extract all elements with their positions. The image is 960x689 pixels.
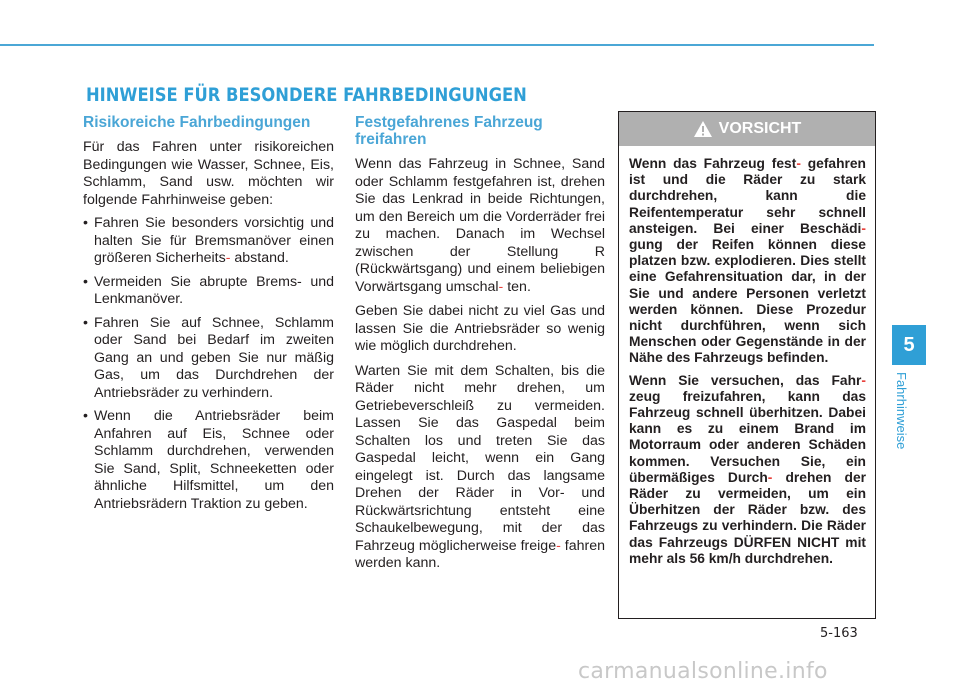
caution-box [618, 111, 876, 619]
column-stuck-vehicle [355, 114, 605, 580]
page-number: 5-163 [820, 626, 858, 641]
warning-triangle-icon [693, 120, 713, 138]
column-risky-conditions [83, 114, 334, 519]
chapter-number-tab: 5 [892, 325, 926, 365]
list-item: • Fahren Sie besonders vorsichtig und halten Sie für Bremsmanöver einen größeren Sicherheits- abstand. [83, 215, 334, 268]
list-item: • Wenn die Antriebsräder beim Anfahren auf Eis, Schnee oder Schlamm durchdrehen, verwenden Sie Sand, Split, Schneeketten oder ähnliche Hilfsmittel, um den Antriebsrädern Traktion zu geben. [83, 408, 334, 513]
top-rule [0, 44, 874, 46]
heading-risky-conditions: Risikoreiche Fahrbedingungen [83, 114, 311, 131]
tips-list [83, 215, 334, 513]
caution-paragraph: Wenn das Fahrzeug fest- gefahren ist und die Räder zu stark durchdrehen, kann die Reifentemperatur sehr schnell ansteigen. Bei einer Beschädi- gung der Reifen können diese platzen bzw. explodieren. Dies stellt eine Gefahrensituation dar, in der Sie und andere Personen verletzt werden können. Diese Prozedur nicht durchführen, wenn sich Menschen oder Gegenstände in der Nähe des Fahrzeugs befinden. [629, 156, 866, 366]
list-item: • Fahren Sie auf Schnee, Schlamm oder Sand bei Bedarf im zweiten Gang an und geben Sie nur mäßig Gas, um das Durchdrehen der Antriebsräder zu verhindern. [83, 315, 334, 403]
paragraph-throttle: Geben Sie dabei nicht zu viel Gas und lassen Sie die Antriebsräder so wenig wie möglich durchdrehen. [355, 303, 605, 354]
chapter-label: Fahrhinweise [894, 372, 909, 450]
intro-paragraph: Für das Fahren unter risikoreichen Bedingungen wie Wasser, Schnee, Eis, Schlamm, Sand usw. möchten wir folgende Fahrhinweise geben: [83, 139, 334, 208]
heading-stuck-vehicle: Festgefahrenes Fahrzeug freifahren [355, 114, 543, 148]
list-item: • Vermeiden Sie abrupte Brems- und Lenkmanöver. [83, 274, 334, 309]
caution-title: VORSICHT [718, 120, 802, 137]
caution-header [619, 112, 875, 146]
watermark: carmanualsonline.info [578, 659, 828, 684]
caution-body [619, 146, 875, 567]
section-title: HINWEISE FÜR BESONDERE FAHRBEDINGUNGEN [86, 84, 527, 106]
paragraph-rocking: Wenn das Fahrzeug in Schnee, Sand oder Schlamm festgefahren ist, drehen Sie das Lenkrad in beide Richtungen, um den Bereich um die Vorderräder frei zu machen. Danach im Wechsel zwischen der Stellung R (Rückwärtsgang) und einem beliebigen Vorwärtsgang umschal- ten. [355, 156, 605, 295]
caution-paragraph: Wenn Sie versuchen, das Fahr- zeug freizufahren, kann das Fahrzeug schnell überhitzen. Dabei kann es zu einem Brand im Motorraum oder anderen Schäden kommen. Versuchen Sie, ein übermäßiges Durch- drehen der Räder zu vermeiden, um ein Überhitzen der Räder bzw. des Fahrzeugs zu verhindern. Die Räder das Fahrzeugs DÜRFEN NICHT mit mehr als 56 km/h durchdrehen. [629, 372, 866, 566]
paragraph-shifting: Warten Sie mit dem Schalten, bis die Räder nicht mehr drehen, um Getriebeverschleiß zu vermeiden. Lassen Sie das Gaspedal beim Schalten los und treten Sie das Gaspedal leicht, wenn ein Gang eingelegt ist. Durch das langsame Drehen der Räder in Vor- und Rückwärtsrichtung entsteht eine Schaukelbewegung, mit der das Fahrzeug möglicherweise freige- fahren werden kann. [355, 362, 606, 571]
